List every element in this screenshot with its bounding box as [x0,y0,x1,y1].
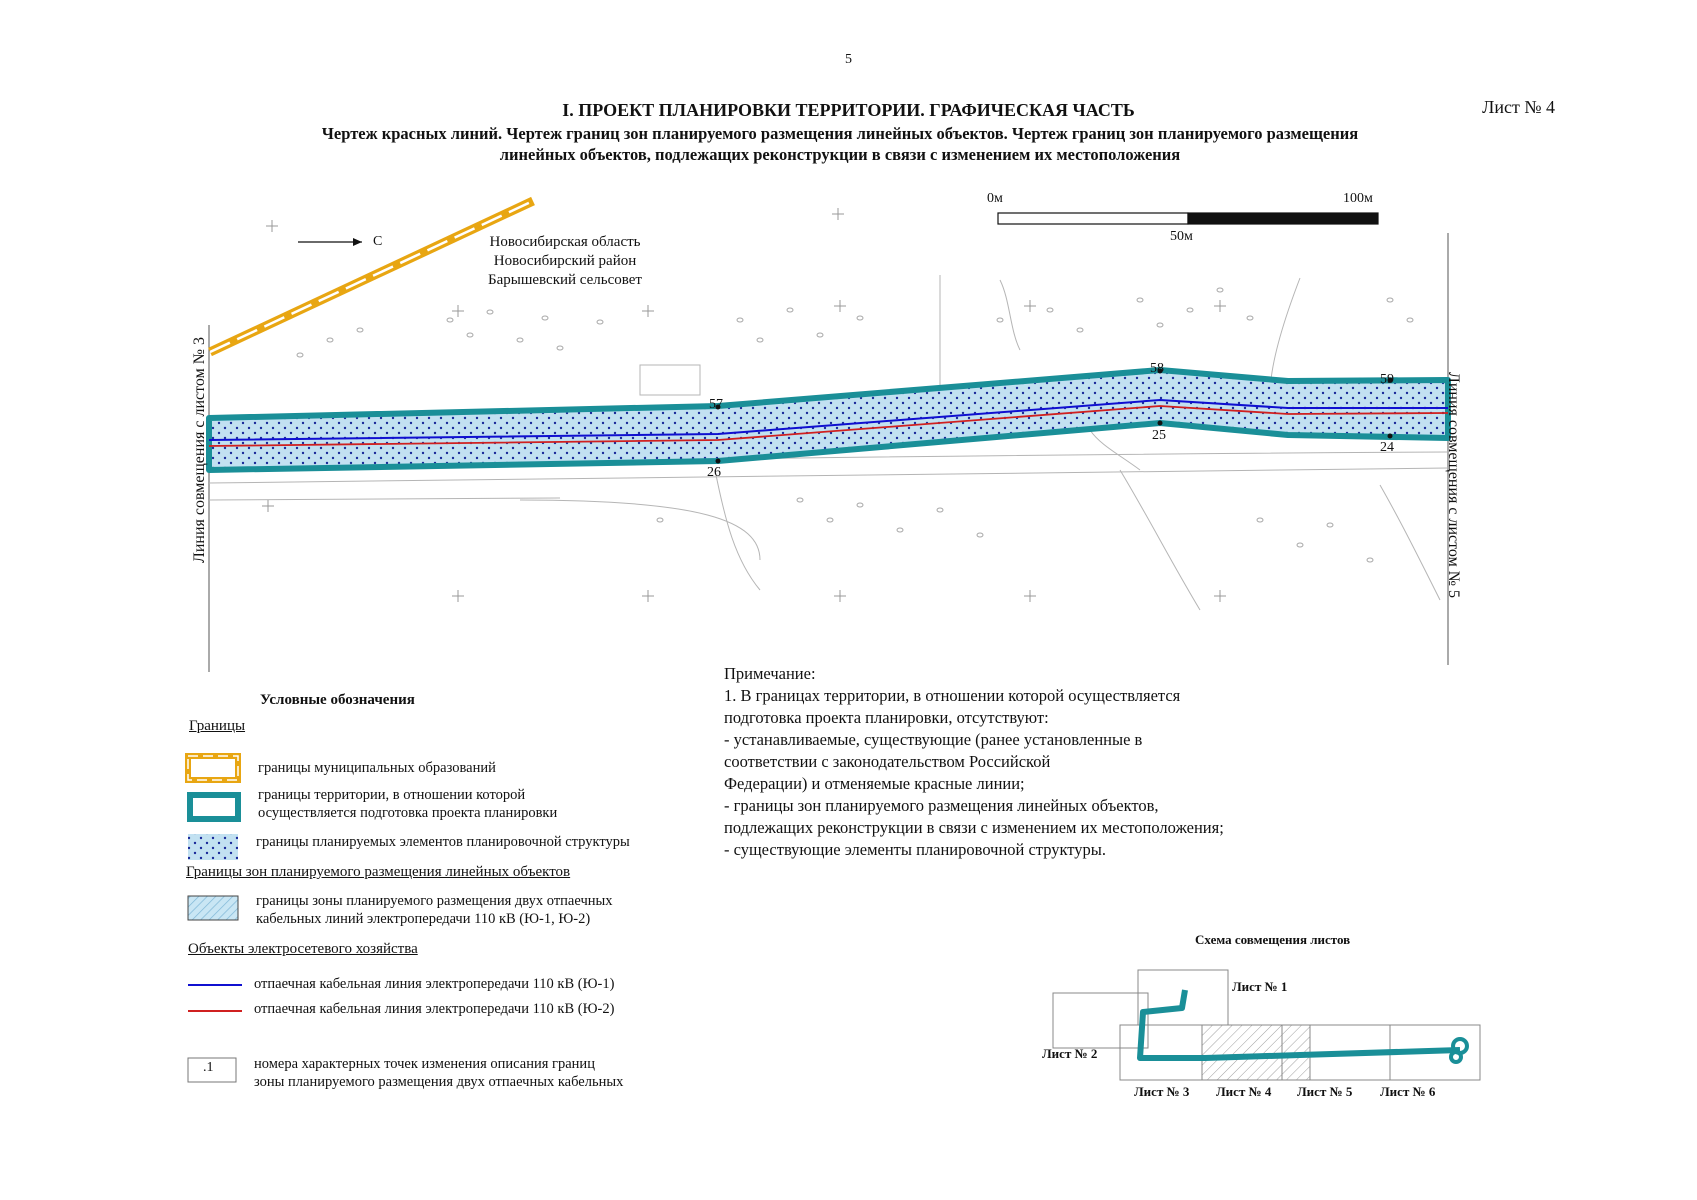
right-match-line-label: Линия совмещения с листом № 5 [1445,371,1462,599]
schema-sheet-5: Лист № 5 [1297,1084,1353,1099]
left-match-line-label: Линия совмещения с листом № 3 [191,336,208,564]
north-label: С [373,234,383,249]
planning-zone [209,370,1448,470]
point-label-24: 24 [1380,440,1394,455]
legend-section-objects: Объекты электросетевого хозяйства [188,941,418,957]
legend-point-symbol: .1 [203,1060,214,1075]
scale-end-label: 100м [1343,191,1373,206]
legend-symbols [188,756,242,1082]
north-arrow-icon [298,238,362,246]
page-title: I. ПРОЕКТ ПЛАНИРОВКИ ТЕРРИТОРИИ. ГРАФИЧЕСКАЯ ЧАСТЬ [562,100,1135,120]
schema-sheet-4: Лист № 4 [1216,1084,1272,1099]
notes-line: подлежащих реконструкции в связи с изменением их местоположения; [724,818,1224,837]
notes-line: соответствии с законодательством Российской [724,752,1051,771]
point-label-59: 59 [1380,372,1394,387]
subtitle-line-1: Чертеж красных линий. Чертеж границ зон планируемого размещения линейных объектов. Чертеж границ зон планируемого размещения [321,124,1359,143]
point-label-26: 26 [707,465,721,480]
subtitle-line-2: линейных объектов, подлежащих реконструкции в связи с изменением их местоположения [499,145,1181,164]
point-label-58: 58 [1150,361,1164,376]
notes-line: - границы зон планируемого размещения линейных объектов, [724,796,1159,815]
point-label-57: 57 [709,397,723,412]
scale-mid-label: 50м [1170,229,1193,244]
notes-line: - существующие элементы планировочной структуры. [724,840,1106,859]
point-label-25: 25 [1152,428,1166,443]
region-line-1: Новосибирская область [489,234,641,250]
region-label [450,233,680,290]
legend-elements: границы планируемых элементов планировочной структуры [256,834,630,850]
legend-section-borders: Границы [189,718,246,734]
legend-points-line-1: номера характерных точек изменения описания границ [254,1056,595,1072]
notes-title: Примечание: [724,664,816,683]
region-line-3: Барышевский сельсовет [488,272,642,288]
notes-line: Федерации) и отменяемые красные линии; [724,774,1025,793]
legend-line-yu2: отпаечная кабельная линия электропередачи 110 кВ (Ю-2) [254,1001,615,1017]
schema-sheet-6: Лист № 6 [1380,1084,1436,1099]
legend-zone-line-1: границы зоны планируемого размещения двух отпаечных [256,893,613,909]
notes-line: - устанавливаемые, существующие (ранее установленные в [724,730,1143,749]
legend-zone [256,892,696,928]
notes [724,663,1364,861]
legend-territory-line-2: осуществляется подготовка проекта планировки [258,805,558,821]
schema-sheet-3: Лист № 3 [1134,1084,1190,1099]
notes-line: подготовка проекта планировки, отсутствуют: [724,708,1049,727]
legend-territory [258,786,698,822]
scale-bar [998,213,1378,224]
legend-line-yu1: отпаечная кабельная линия электропередачи 110 кВ (Ю-1) [254,976,615,992]
scale-start-label: 0м [987,191,1003,206]
legend-points [254,1055,724,1091]
sheet-label: Лист № 4 [1482,97,1555,117]
schema-title: Схема совмещения листов [1195,932,1351,947]
legend-territory-line-1: границы территории, в отношении которой [258,787,526,803]
legend-zone-line-2: кабельных линий электропередачи 110 кВ (Ю-1, Ю-2) [256,911,591,927]
legend-section-zones: Границы зон планируемого размещения линейных объектов [186,864,571,880]
legend-title: Условные обозначения [260,692,415,708]
page-number: 5 [845,52,852,67]
schema-sheet-1: Лист № 1 [1232,979,1288,994]
legend-municipal: границы муниципальных образований [258,760,496,776]
legend-points-line-2: зоны планируемого размещения двух отпаечных кабельных [254,1074,624,1090]
region-line-2: Новосибирский район [493,253,637,269]
schema-sheet-2: Лист № 2 [1042,1046,1098,1061]
notes-line: 1. В границах территории, в отношении которой осуществляется [724,686,1181,705]
